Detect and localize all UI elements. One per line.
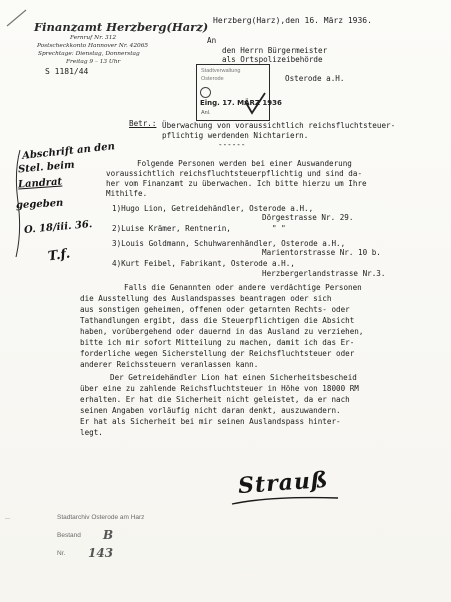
body-line: voraussichtlich reichsfluchtsteuerpflichtig und sind da- [106,169,363,178]
margin-note-initials: T.f. [47,246,72,265]
received-stamp-line-3: Anl. [201,110,211,116]
body-line: bitte ich mir sofort Mitteilung zu machen, damit ich das Er- [80,338,355,347]
body-line: haben, vorübergehend oder dauernd in das Ausland zu verziehen, [80,327,364,336]
margin-note-bracket-icon [12,142,62,262]
received-stamp-line-1: Stadtverwaltung [201,68,241,74]
body-line: Folgende Personen werden bei einer Auswanderung [137,159,352,168]
body-line: Tathandlungen ergibt, dass die Steuerpflichtigen die Absicht [80,316,355,325]
archive-stamp-bestand-value: B [103,528,114,542]
received-stamp-date: Eing. 17. MÄRZ 1936 [200,99,282,107]
received-stamp [196,64,282,121]
body-line: legt. [80,428,103,437]
body-line: aus sonstigen geheimen, offenen oder getarnten Rechts- oder [80,305,350,314]
body-line: über eine zu zahlende Reichsfluchtsteuer in Höhe von 18000 RM [80,384,359,393]
person-address: Marientorstrasse Nr. 10 b. [262,248,381,257]
pencil-mark-icon [4,6,30,30]
stamp-check-mark-icon [243,91,267,117]
person-item: 3)Louis Goldmann, Schuhwarenhändler, Osterode a.H., [112,239,346,248]
office-hours: Sprechtage: Dienstag, Donnerstag [38,51,140,57]
body-line: Der Getreidehändler Lion hat einen Sicherheitsbescheid [110,373,357,382]
body-line: her vom Finanzamt zu überwachen. Ich bitte hierzu um Ihre [106,179,367,188]
body-line: erhalten. Er hat die Sicherheit nicht geleistet, da er nach [80,395,350,404]
stamp-circle-icon [200,87,211,98]
recipient-line-4: Osterode a.H. [285,74,345,83]
archive-stamp-mark: — [5,516,10,522]
signature-underline-icon [230,492,340,510]
subject-line-2: pflichtig werdenden Nichtariern. [162,131,309,140]
subject-rule: ------ [218,140,246,149]
body-line: anderer Reichssteuern veranlassen kann. [80,360,259,369]
reference-number: S 1181/44 [45,67,89,76]
signature: Strauß [237,466,330,500]
place-date: Herzberg(Harz),den 16. März 1936. [213,16,372,25]
margin-note-line-2: Stel. beim [17,159,76,176]
received-stamp-line-2: Osterode [201,76,224,82]
margin-note-line-4: gegeben [15,197,64,212]
subject-line-1: Überwachung von voraussichtlich reichsfluchtsteuer- [162,121,396,130]
archive-stamp-nr-value: 143 [88,546,114,560]
body-line: die Ausstellung des Auslandspasses beantragen oder sich [80,294,332,303]
archive-stamp-bestand-label: Bestand [57,532,81,539]
recipient-line-1: An [207,36,217,45]
office-name: Finanzamt Herzberg(Harz) [34,20,209,34]
office-hours-2: Freitag 9 – 13 Uhr [66,59,121,65]
body-line: Mithilfe. [106,189,148,198]
margin-note-line-3: Landrat [17,176,63,191]
archive-stamp-name: Stadtarchiv Osterode am Harz [57,514,145,521]
margin-note-date: O. 18/iii. 36. [23,219,93,236]
person-address: Herzbergerlandstrasse Nr.3. [262,269,386,278]
body-line: forderliche wegen Sicherstellung der Reichsfluchtsteuer oder [80,349,355,358]
person-address: Dörgestrasse Nr. 29. [262,213,354,222]
body-line: Falls die Genannten oder andere verdächtige Personen [124,283,362,292]
body-line: Er hat als Sicherheit bei mir seinen Auslandspass hinter- [80,417,341,426]
office-phone: Fernruf Nr. 312 [70,35,117,41]
person-item: 2)Luise Krämer, Rentnerin, [112,224,231,233]
body-paragraph-3 [80,374,450,444]
archive-stamp-nr-label: Nr. [57,550,66,557]
body-paragraph-1 [82,160,442,200]
recipient-line-3: als Ortspolizeibehörde [222,55,323,64]
body-paragraph-2 [80,284,450,374]
person-address: " " [272,224,286,233]
person-item: 4)Kurt Feibel, Fabrikant, Osterode a.H., [112,259,295,268]
office-postal-account: Postscheckkonto Hannover Nr. 42065 [37,43,149,49]
person-item: 1)Hugo Lion, Getreidehändler, Osterode a.H., [112,204,314,213]
margin-note-line-1: Abschrift an den [21,141,116,162]
recipient-line-2: den Herrn Bürgermeister [222,46,328,55]
subject-label: Betr.: [129,119,157,128]
body-line: seinen Angaben vorläufig nicht daran denkt, auszuwandern. [80,406,341,415]
